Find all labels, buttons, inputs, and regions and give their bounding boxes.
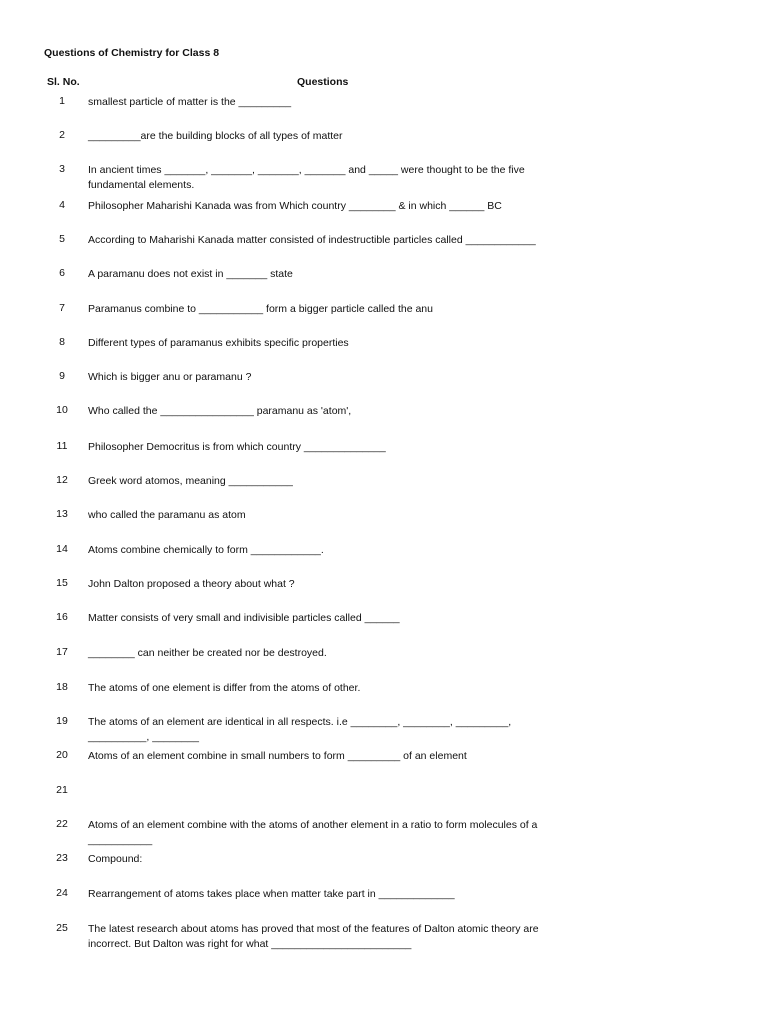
question-number: 20 — [56, 749, 68, 761]
question-text: A paramanu does not exist in _______ state — [88, 268, 293, 280]
question-number: 11 — [56, 440, 68, 452]
column-header-questions: Questions — [297, 76, 349, 88]
question-text: Which is bigger anu or paramanu ? — [88, 371, 252, 383]
question-text: According to Maharishi Kanada matter consisted of indestructible particles called ____________ — [88, 234, 536, 246]
question-number: 15 — [56, 577, 68, 589]
question-number: 5 — [59, 233, 65, 245]
question-text: Atoms of an element combine in small numbers to form _________ of an element — [88, 750, 467, 762]
question-text: The atoms of an element are identical in all respects. i.e ________, ________, _________, __________, ________ — [88, 716, 512, 743]
question-text: Compound: — [88, 853, 143, 865]
question-number: 12 — [56, 474, 68, 486]
question-number: 18 — [56, 681, 68, 693]
question-number: 17 — [56, 646, 68, 658]
document-title: Questions of Chemistry for Class 8 — [44, 47, 220, 59]
question-text: smallest particle of matter is the _________ — [88, 96, 292, 108]
column-header-sl-no: Sl. No. — [47, 76, 80, 88]
question-number: 2 — [59, 129, 65, 141]
question-number: 1 — [59, 95, 65, 107]
question-text: The latest research about atoms has proved that most of the features of Dalton atomic theory are incorrect. But Dalton was right for what ________________________ — [88, 923, 539, 950]
question-text: Greek word atomos, meaning ___________ — [88, 475, 293, 487]
question-text: Philosopher Maharishi Kanada was from Which country ________ & in which ______ BC — [88, 200, 502, 212]
question-text: John Dalton proposed a theory about what ? — [88, 578, 295, 590]
question-text: The atoms of one element is differ from the atoms of other. — [88, 682, 361, 694]
question-number: 22 — [56, 818, 68, 830]
question-text: Matter consists of very small and indivisible particles called ______ — [88, 612, 400, 624]
question-number: 10 — [56, 404, 68, 416]
question-number: 25 — [56, 922, 68, 934]
question-number: 6 — [59, 267, 65, 279]
question-text: Paramanus combine to ___________ form a bigger particle called the anu — [88, 303, 433, 315]
question-number: 7 — [59, 302, 65, 314]
question-number: 23 — [56, 852, 68, 864]
question-number: 9 — [59, 370, 65, 382]
question-text: _________are the building blocks of all types of matter — [88, 130, 343, 142]
question-text: In ancient times _______, _______, _______, _______ and _____ were thought to be the five fundamental elements. — [88, 164, 525, 191]
question-number: 24 — [56, 887, 68, 899]
question-text: Different types of paramanus exhibits specific properties — [88, 337, 349, 349]
question-number: 4 — [59, 199, 65, 211]
question-text: Atoms combine chemically to form ____________. — [88, 544, 324, 556]
question-text: Rearrangement of atoms takes place when matter take part in _____________ — [88, 888, 455, 900]
question-number: 8 — [59, 336, 65, 348]
question-number: 13 — [56, 508, 68, 520]
question-text: Philosopher Democritus is from which country ______________ — [88, 441, 386, 453]
question-text: Atoms of an element combine with the atoms of another element in a ratio to form molecules of a ___________ — [88, 819, 538, 846]
question-number: 3 — [59, 163, 65, 175]
question-text: who called the paramanu as atom — [88, 509, 246, 521]
question-number: 14 — [56, 543, 68, 555]
question-number: 19 — [56, 715, 68, 727]
question-text: ________ can neither be created nor be destroyed. — [88, 647, 327, 659]
question-number: 21 — [56, 784, 68, 796]
question-text: Who called the ________________ paramanu as 'atom', — [88, 405, 352, 417]
question-number: 16 — [56, 611, 68, 623]
